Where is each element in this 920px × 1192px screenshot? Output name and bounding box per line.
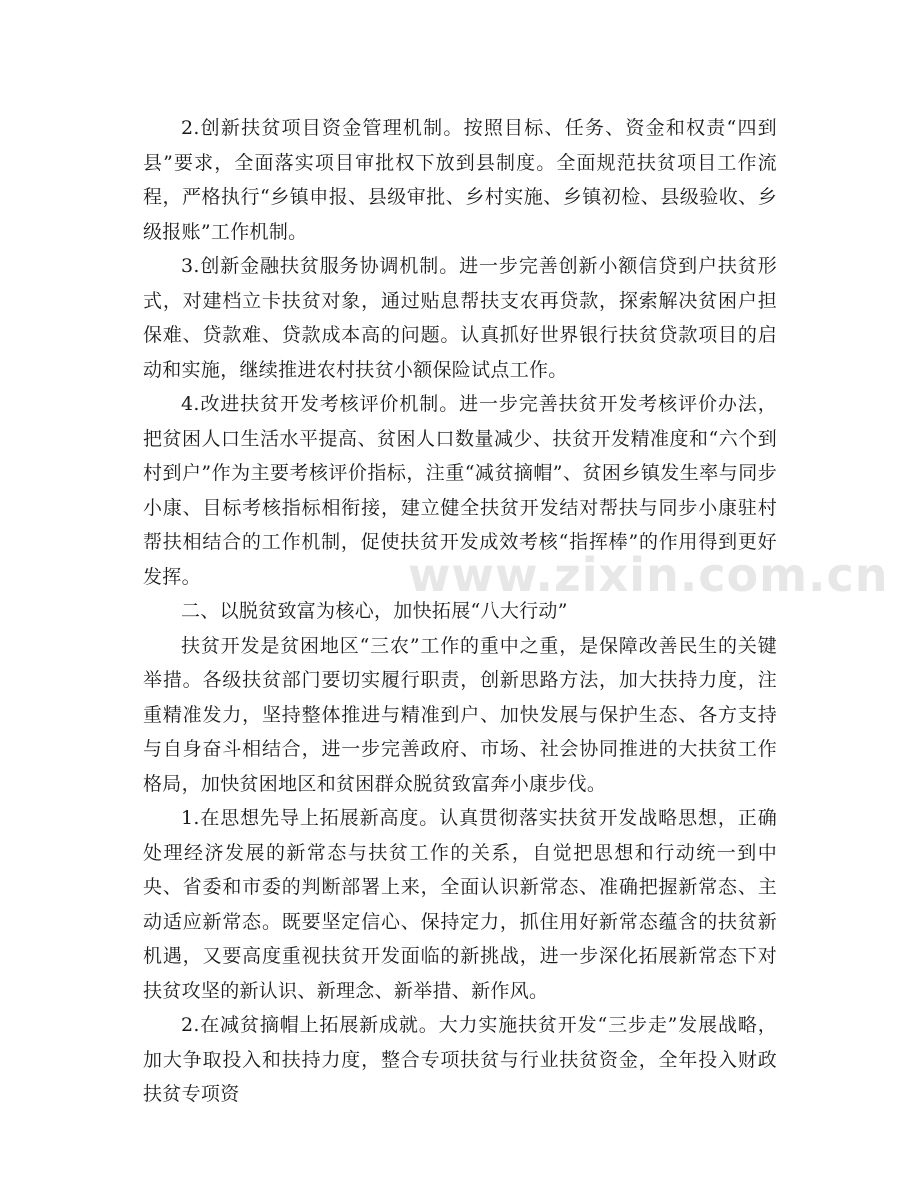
- section-heading: 二、以脱贫致富为核心，加快拓展“八大行动”: [181, 600, 568, 622]
- paragraph-financial-service-mechanism: 3.创新金融扶贫服务协调机制。进一步完善创新小额信贷到户扶贫形式，对建档立卡扶贫对象，通过贴息帮扶支农再贷款，探索解决贫困户担保难、贷款难、贷款成本高的问题。认真抓好世界银行扶贫贷款项目的启动和实施，继续推进农村扶贫小额保险试点工作。: [143, 255, 777, 381]
- watermark: www.zixin.com.cn: [408, 548, 889, 602]
- paragraph-poverty-reduction: 2.在减贫摘帽上拓展新成就。大力实施扶贫开发“三步走”发展战略，加大争取投入和扶持力度，整合专项扶贫与行业扶贫资金，全年投入财政扶贫专项资: [143, 1014, 777, 1105]
- paragraph-assessment-mechanism: 4.改进扶贫开发考核评价机制。进一步完善扶贫开发考核评价办法，把贫困人口生活水平提高、贫困人口数量减少、扶贫开发精准度和“六个到村到户”作为主要考核评价指标，注重“减贫摘帽”、贫困乡镇发生率与同步小康、目标考核指标相衔接，建立健全扶贫开发结对帮扶与同步小康驻村帮扶相结合的工作机制，促使扶贫开发成效考核“指挥棒”的作用得到更好发挥。: [143, 393, 777, 588]
- paragraph-project-funds-mechanism: 2.创新扶贫项目资金管理机制。按照目标、任务、资金和权责“四到县”要求，全面落实项目审批权下放到县制度。全面规范扶贫项目工作流程，严格执行“乡镇申报、县级审批、乡村实施、乡镇初检、县级验收、乡级报账”工作机制。: [143, 117, 777, 243]
- paragraph-ideological-guidance: 1.在思想先导上拓展新高度。认真贯彻落实扶贫开发战略思想，正确处理经济发展的新常态与扶贫工作的关系，自觉把思想和行动统一到中央、省委和市委的判断部署上来，全面认识新常态、准确把握新常态、主动适应新常态。既要坚定信心、保持定力，抓住用好新常态蕴含的扶贫新机遇，又要高度重视扶贫开发面临的新挑战，进一步深化拓展新常态下对扶贫攻坚的新认识、新理念、新举措、新作风。: [143, 807, 777, 1002]
- document-body: [143, 111, 777, 1112]
- paragraph-section-intro: 扶贫开发是贫困地区“三农”工作的重中之重，是保障改善民生的关键举措。各级扶贫部门要切实履行职责，创新思路方法，加大扶持力度，注重精准发力，坚持整体推进与精准到户、加快发展与保护生态、各方支持与自身奋斗相结合，进一步完善政府、市场、社会协同推进的大扶贫工作格局，加快贫困地区和贫困群众脱贫致富奔小康步伐。: [143, 634, 777, 795]
